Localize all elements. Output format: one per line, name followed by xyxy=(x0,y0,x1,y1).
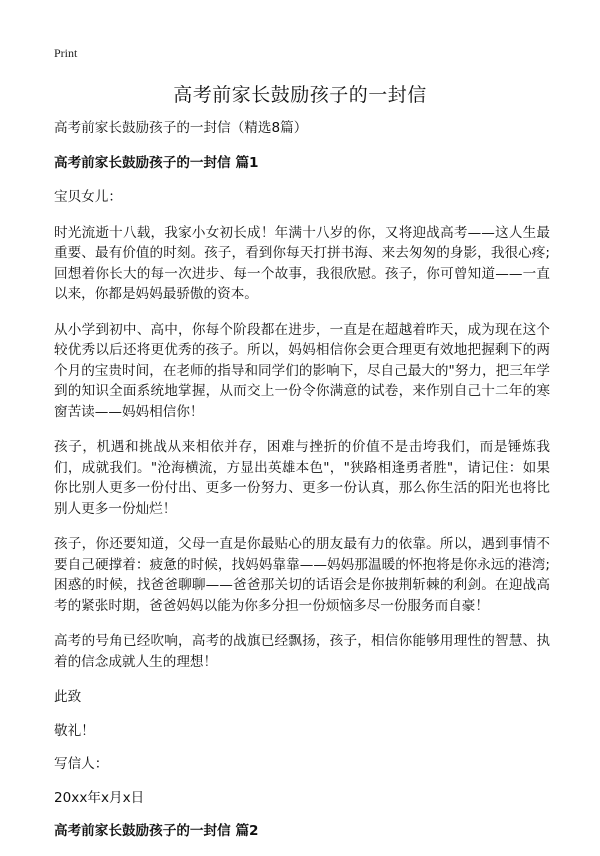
section-heading-1: 高考前家长鼓励孩子的一封信 篇1 xyxy=(54,154,259,171)
paragraph-1: 时光流逝十八载，我家小女初长成！年满十八岁的你，又将迎战高考——这人生最重要、最有价值的时刻。孩子，看到你每天打拼书海、来去匆匆的身影，我很心疼;回想着你长大的每一次进步、每一个故事，我很欣慰。孩子，你可曾知道——一直以来，你都是妈妈最骄傲的资本。 xyxy=(54,224,550,302)
paragraph-2: 从小学到初中、高中，你每个阶段都在进步，一直是在超越着昨天，成为现在这个较优秀以后还将更优秀的孩子。所以，妈妈相信你会更合理更有效地把握剩下的两个月的宝贵时间，在老师的指导和同学们的影响下，尽自己最大的"努力，把三年学到的知识全面系统地掌握，从而交上一份令你满意的试卷，来作别自己十二年的寒窗苦读——妈妈相信你！ xyxy=(54,321,550,420)
paragraph-5: 高考的号角已经吹响，高考的战旗已经飘扬，孩子，相信你能够用理性的智慧、执着的信念成就人生的理想！ xyxy=(54,633,550,670)
greeting: 宝贝女儿： xyxy=(54,189,122,205)
paragraph-4: 孩子，你还要知道，父母一直是你最贴心的朋友最有力的依靠。所以，遇到事情不要自己硬撑着：疲惫的时候，找妈妈靠靠——妈妈那温暖的怀抱将是你永远的港湾;困惑的时候，找爸爸聊聊——爸爸那关切的话语会是你披荆斩棘的利剑。在迎战高考的紧张时期，爸爸妈妈以能为你多分担一份烦恼多尽一份服务而自豪！ xyxy=(54,536,550,614)
closing-salutation: 此致 xyxy=(54,689,82,705)
signature-label: 写信人： xyxy=(54,756,109,772)
letter-date: 20xx年x月x日 xyxy=(54,789,145,806)
print-link[interactable]: Print xyxy=(54,46,78,60)
document-subtitle: 高考前家长鼓励孩子的一封信（精选8篇） xyxy=(54,120,308,136)
document-body xyxy=(54,118,550,856)
page-title: 高考前家长鼓励孩子的一封信 xyxy=(173,84,427,106)
section-heading-2: 高考前家长鼓励孩子的一封信 篇2 xyxy=(54,823,259,839)
closing-respect: 敬礼！ xyxy=(54,722,95,739)
paragraph-3: 孩子，机遇和挑战从来相依并存，困难与挫折的价值不是击垮我们，而是锤炼我们，成就我们。"沧海横流，方显出英雄本色"，"狭路相逢勇者胜"，请记住：如果你比别人更多一份付出、更多一份努力、更多一份认真，那么你生活的阳光也将比别人更多一份灿烂！ xyxy=(54,439,550,517)
